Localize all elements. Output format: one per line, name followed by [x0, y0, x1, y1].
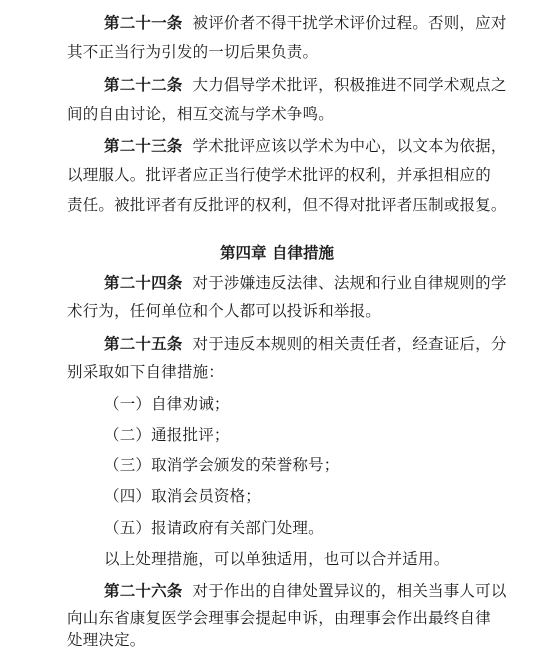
article-24-text-1: 对于涉嫌违反法律、法规和行业自律规则的学	[192, 274, 507, 292]
article-26-text-3: 处理决定。	[67, 631, 146, 649]
measure-item-3: （三）取消学会颁发的荣誉称号；	[104, 456, 340, 474]
article-26-text-1: 对于作出的自律处置异议的，相关当事人可以	[192, 582, 507, 600]
article-21-text-2: 其不正当行为引发的一切后果负责。	[67, 43, 319, 61]
article-24-text-2: 术行为，任何单位和个人都可以投诉和举报。	[67, 302, 382, 320]
measure-note: 以上处理措施，可以单独适用，也可以合并适用。	[104, 550, 450, 568]
article-26-label: 第二十六条	[104, 582, 183, 600]
article-24-line-1	[0, 270, 554, 296]
chapter-4-heading: 第四章 自律措施	[220, 244, 334, 262]
measure-item-1: （一）自律劝诫；	[104, 395, 230, 413]
measure-item-4: （四）取消会员资格；	[104, 487, 262, 505]
article-25-text-1: 对于违反本规则的相关责任者，经查证后，分	[192, 335, 507, 353]
measure-item-5: （五）报请政府有关部门处理。	[104, 519, 324, 537]
article-23-text-1: 学术批评应该以学术为中心，以文本为依据，	[192, 137, 507, 155]
article-21-text-1: 被评价者不得干扰学术评价过程。否则，应对	[192, 14, 507, 32]
article-22-label: 第二十二条	[104, 76, 183, 94]
article-25-line-1	[0, 331, 554, 357]
article-23-text-3: 责任。被批评者有反批评的权利，但不得对批评者压制或报复。	[67, 196, 507, 214]
article-26-text-2: 向山东省康复医学会理事会提起申诉，由理事会作出最终自律	[67, 609, 491, 627]
article-26-line-1	[0, 578, 554, 604]
article-22-text-2: 间的自由讨论，相互交流与学术争鸣。	[67, 105, 334, 123]
article-22-text-1: 大力倡导学术批评，积极推进不同学术观点之	[192, 76, 507, 94]
article-21-label: 第二十一条	[104, 14, 183, 32]
article-25-text-2: 别采取如下自律措施：	[67, 363, 225, 381]
article-23-text-2: 以理服人。批评者应正当行使学术批评的权利，并承担相应的	[67, 166, 491, 184]
article-23-line-1	[0, 133, 554, 159]
measure-item-2: （二）通报批评；	[104, 426, 230, 444]
article-21-line-1	[0, 10, 554, 36]
article-22-line-1	[0, 72, 554, 98]
article-23-label: 第二十三条	[104, 137, 183, 155]
article-25-label: 第二十五条	[104, 335, 183, 353]
article-24-label: 第二十四条	[104, 274, 183, 292]
